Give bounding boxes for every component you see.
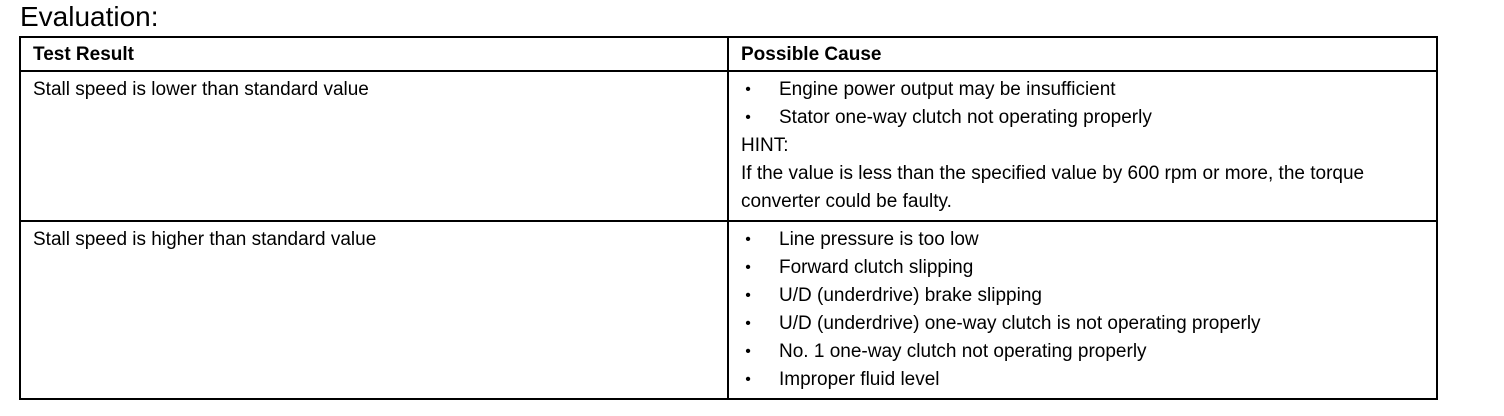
cause-text: Line pressure is too low bbox=[779, 229, 979, 250]
hint-label: HINT: bbox=[741, 135, 789, 156]
bullet-icon: • bbox=[745, 231, 751, 248]
bullet-icon: • bbox=[745, 371, 751, 388]
list-item bbox=[741, 104, 1426, 132]
test-result-text: Stall speed is higher than standard value bbox=[33, 229, 377, 250]
table-header-row bbox=[20, 37, 1437, 71]
cause-text: Stator one-way clutch not operating properly bbox=[779, 107, 1152, 128]
bullet-icon: • bbox=[745, 287, 751, 304]
possible-cause-cell bbox=[728, 221, 1437, 399]
table-row bbox=[20, 71, 1437, 221]
list-item bbox=[741, 226, 1426, 254]
test-result-cell bbox=[20, 221, 728, 399]
test-result-cell bbox=[20, 71, 728, 221]
page-title: Evaluation: bbox=[20, 1, 159, 32]
bullet-icon: • bbox=[745, 259, 751, 276]
possible-cause-cell bbox=[728, 71, 1437, 221]
evaluation-table bbox=[19, 36, 1438, 400]
list-item bbox=[741, 310, 1426, 338]
cause-text: U/D (underdrive) one-way clutch is not operating properly bbox=[779, 313, 1261, 334]
list-item bbox=[741, 254, 1426, 282]
bullet-icon: • bbox=[745, 343, 751, 360]
hint-text: If the value is less than the specified value by 600 rpm or more, the torque converter could be faulty. bbox=[741, 163, 1365, 212]
test-result-text: Stall speed is lower than standard value bbox=[33, 79, 369, 100]
list-item bbox=[741, 366, 1426, 394]
cause-list bbox=[741, 226, 1426, 394]
list-item bbox=[741, 338, 1426, 366]
cause-text: No. 1 one-way clutch not operating properly bbox=[779, 341, 1147, 362]
cause-text: U/D (underdrive) brake slipping bbox=[779, 285, 1042, 306]
list-item bbox=[741, 282, 1426, 310]
bullet-icon: • bbox=[745, 109, 751, 126]
bullet-icon: • bbox=[745, 315, 751, 332]
cause-list bbox=[741, 76, 1426, 132]
column-header-test-result: Test Result bbox=[20, 37, 728, 71]
cause-text: Engine power output may be insufficient bbox=[779, 79, 1116, 100]
list-item bbox=[741, 76, 1426, 104]
cause-text: Forward clutch slipping bbox=[779, 257, 974, 278]
cause-text: Improper fluid level bbox=[779, 369, 940, 390]
bullet-icon: • bbox=[745, 81, 751, 98]
table-row bbox=[20, 221, 1437, 399]
column-header-possible-cause: Possible Cause bbox=[728, 37, 1437, 71]
